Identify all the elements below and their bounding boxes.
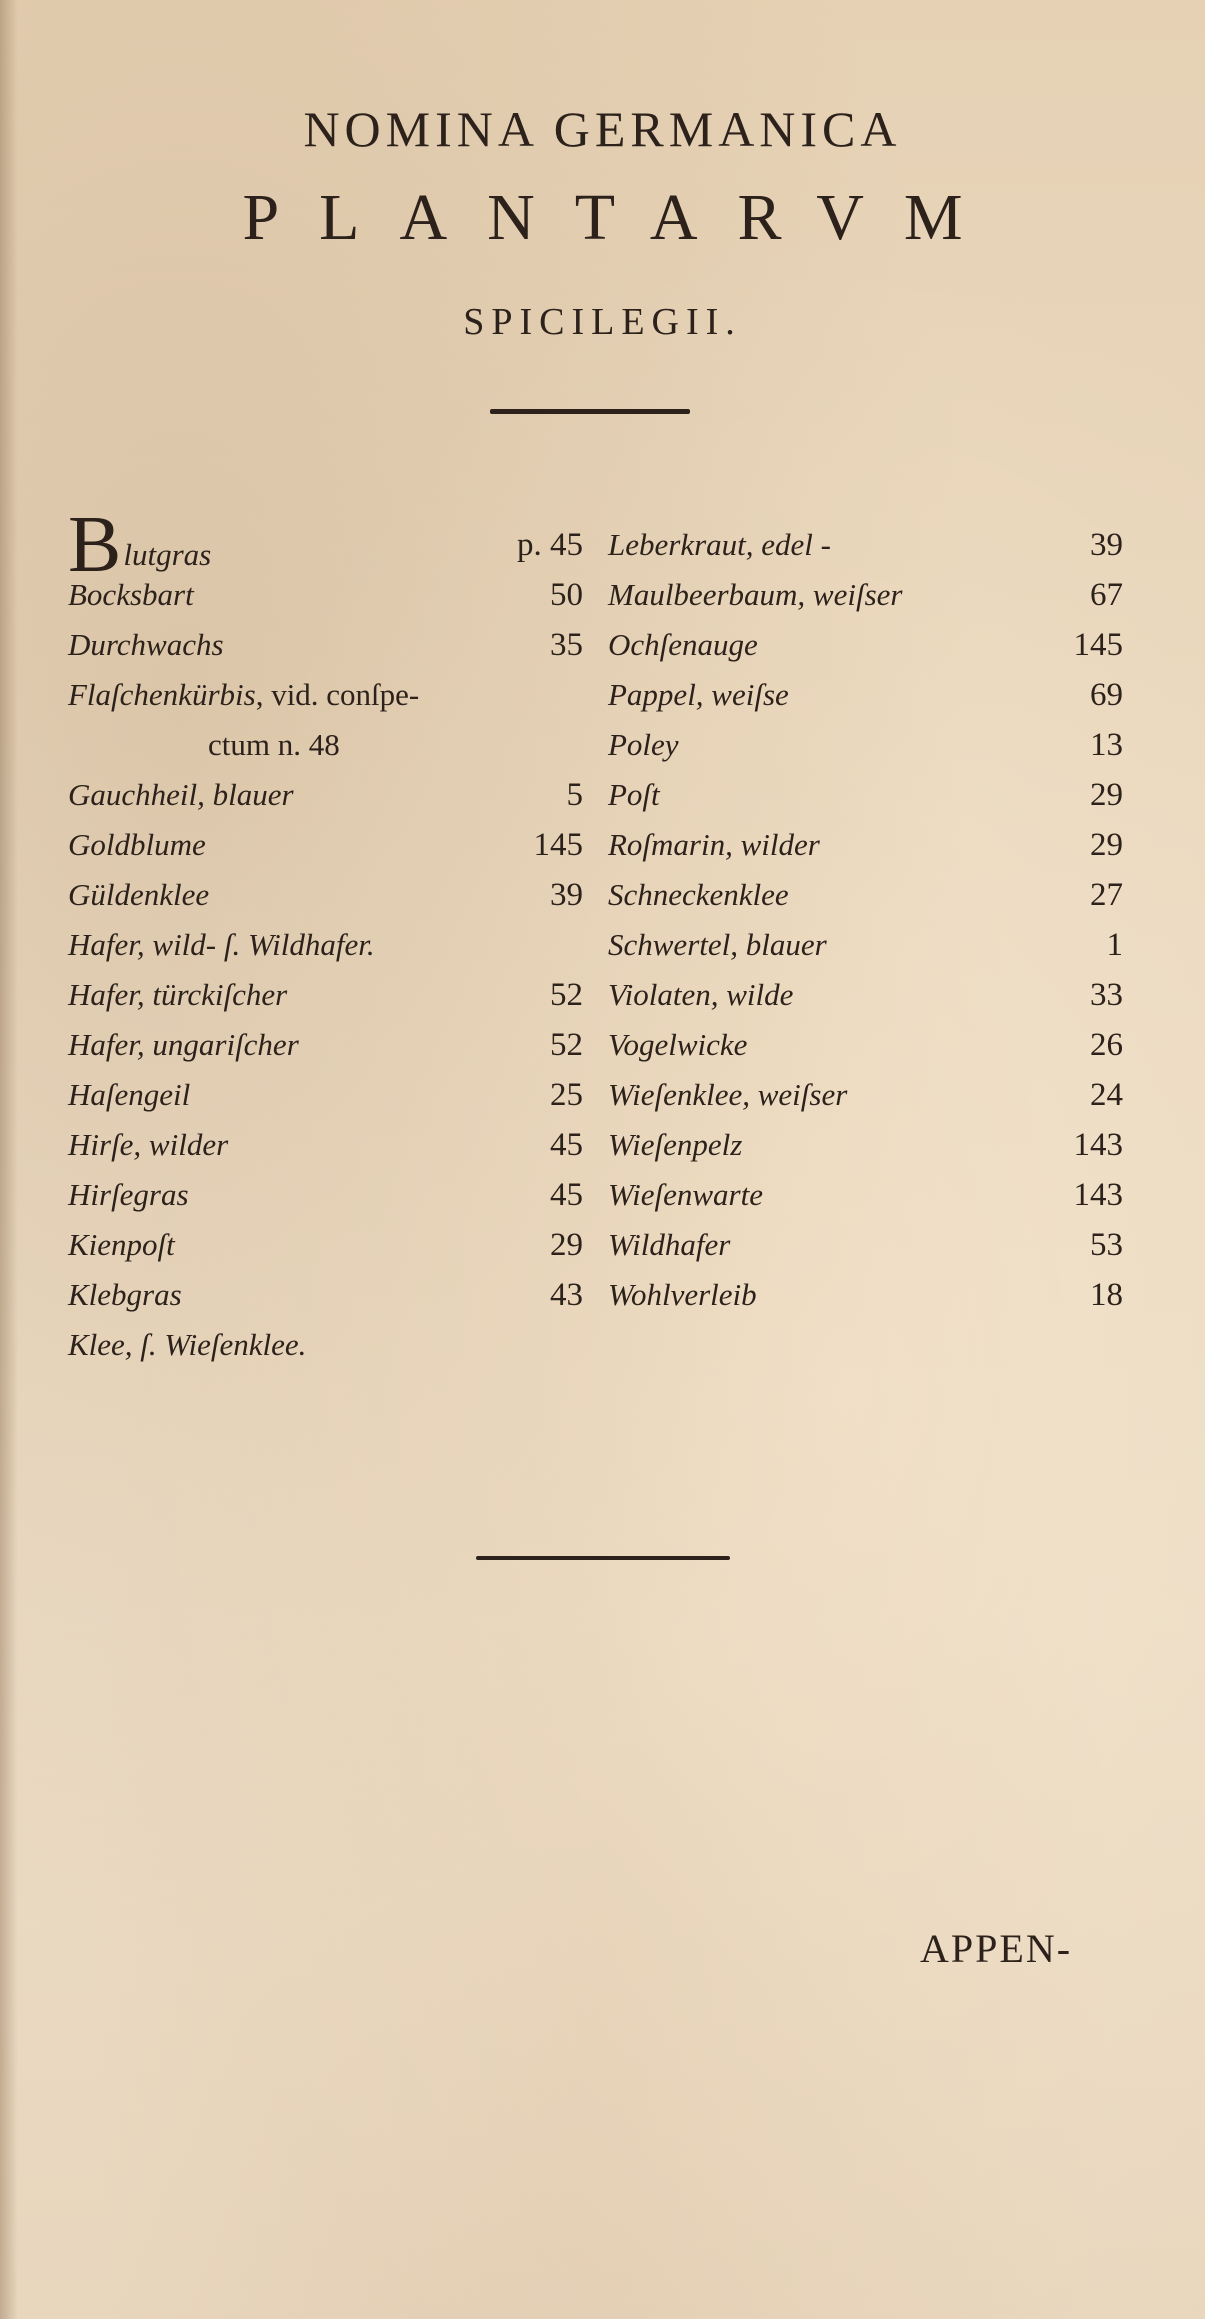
entry-page: 29 <box>1090 827 1123 863</box>
entry-name: Vogelwicke <box>608 1027 748 1062</box>
index-entry <box>608 820 1123 870</box>
entry-name: Durchwachs <box>68 627 224 662</box>
bottom-rule <box>476 1556 730 1560</box>
entry-name: Hafer, türckiſcher <box>68 977 288 1012</box>
entry-note: ſ. Wildhafer. <box>216 927 375 962</box>
entry-page: 45 <box>550 1127 583 1163</box>
entry-name: Ochſenauge <box>608 627 758 662</box>
index-entry <box>608 770 1123 820</box>
title-line-2: PLANTARVM <box>242 181 1003 254</box>
index-entry <box>68 1220 583 1270</box>
entry-page: 33 <box>1090 977 1123 1013</box>
index-entry <box>608 920 1123 970</box>
entry-name: Wieſenpelz <box>608 1127 743 1162</box>
index-entry <box>608 620 1123 670</box>
entry-name: Bocksbart <box>68 577 194 612</box>
index-entry <box>68 1270 583 1320</box>
index-entry <box>68 770 583 820</box>
index-entry <box>608 670 1123 720</box>
catchword: APPEN- <box>920 1926 1073 1971</box>
index-entry <box>608 720 1123 770</box>
entry-page: 145 <box>1073 627 1123 663</box>
entry-name: Poſt <box>608 777 660 812</box>
index-entry <box>608 1170 1123 1220</box>
entry-name: Hafer, ungariſcher <box>68 1027 299 1062</box>
entry-name: Klee, ſ. Wieſenklee. <box>68 1327 307 1362</box>
entry-name: Poley <box>608 727 679 762</box>
entry-page: 5 <box>566 777 583 813</box>
entry-name: Pappel, weiſse <box>608 677 789 712</box>
index-column-left <box>68 501 583 1370</box>
index-entry-continuation <box>68 720 583 770</box>
entry-page: 29 <box>550 1227 583 1263</box>
entry-page: 53 <box>1090 1227 1123 1263</box>
entry-name: Güldenklee <box>68 877 210 912</box>
index-entry <box>68 1070 583 1120</box>
index-entry <box>68 620 583 670</box>
entry-page: 45 <box>550 1177 583 1213</box>
entry-name: Kienpoſt <box>68 1227 175 1262</box>
top-rule <box>490 409 690 414</box>
drop-initial: B <box>68 501 122 589</box>
index-entry <box>68 920 583 970</box>
entry-page: 69 <box>1090 677 1123 713</box>
entry-name: Schneckenklee <box>608 877 789 912</box>
entry-name: Haſengeil <box>68 1077 191 1112</box>
index-entry <box>608 1220 1123 1270</box>
entry-page: 143 <box>1073 1177 1123 1213</box>
entry-name: Maulbeerbaum, weiſser <box>608 577 903 612</box>
index-entry <box>68 501 583 589</box>
entry-name: Klebgras <box>68 1277 182 1312</box>
index-entry <box>608 870 1123 920</box>
entry-continuation: ctum n. 48 <box>208 727 340 762</box>
entry-page: 145 <box>533 827 583 863</box>
index-entry <box>608 1270 1123 1320</box>
entry-name: Gauchheil, blauer <box>68 777 294 812</box>
entry-page: 13 <box>1090 727 1123 763</box>
entry-note: , vid. conſpe- <box>255 677 420 712</box>
entry-page: 35 <box>550 627 583 663</box>
entry-name: Roſmarin, wilder <box>608 827 820 862</box>
entry-name: Goldblume <box>68 827 206 862</box>
index-entry <box>608 1120 1123 1170</box>
index-entry <box>68 1170 583 1220</box>
index-column-right <box>608 520 1123 1320</box>
index-entry <box>608 1070 1123 1120</box>
entry-page: 25 <box>550 1077 583 1113</box>
index-entry <box>608 570 1123 620</box>
entry-name: Hirſegras <box>68 1177 189 1212</box>
entry-name: Violaten, wilde <box>608 977 794 1012</box>
entry-name: Leberkraut, edel - <box>608 527 831 562</box>
entry-page: 26 <box>1090 1027 1123 1063</box>
entry-name-rest: lutgras <box>123 537 212 572</box>
entry-name: Schwertel, blauer <box>608 927 827 962</box>
title-line-1: NOMINA GERMANICA <box>303 101 902 157</box>
index-entry <box>608 970 1123 1020</box>
index-entry <box>68 820 583 870</box>
entry-name: Wildhafer <box>608 1227 731 1262</box>
title-line-3: SPICILEGII. <box>463 301 742 343</box>
entry-name-text: Hafer, wild- <box>68 927 217 962</box>
entry-page: 52 <box>550 1027 583 1063</box>
entry-page: 18 <box>1090 1277 1123 1313</box>
index-entry <box>608 1020 1123 1070</box>
index-entry <box>68 1020 583 1070</box>
entry-page: 143 <box>1073 1127 1123 1163</box>
entry-page: 29 <box>1090 777 1123 813</box>
entry-name <box>68 920 375 970</box>
entry-page: 1 <box>1106 927 1123 963</box>
index-entry <box>68 970 583 1020</box>
entry-name: Wieſenklee, weiſser <box>608 1077 848 1112</box>
entry-page: 67 <box>1090 577 1123 613</box>
entry-page: p. 45 <box>517 527 583 563</box>
entry-page: 43 <box>550 1277 583 1313</box>
entry-page: 24 <box>1090 1077 1123 1113</box>
index-entry <box>608 520 1123 570</box>
entry-page: 39 <box>550 877 583 913</box>
entry-page: 52 <box>550 977 583 1013</box>
page-edge-shadow <box>0 0 18 2319</box>
entry-name <box>68 670 419 720</box>
entry-page: 39 <box>1090 527 1123 563</box>
index-entry <box>68 1320 583 1370</box>
index-entry <box>68 1120 583 1170</box>
index-entry <box>68 570 583 620</box>
entry-name: Wohlverleib <box>608 1277 757 1312</box>
entry-name-text: Flaſchenkürbis <box>68 677 256 712</box>
entry-page: 50 <box>550 577 583 613</box>
index-entry <box>68 870 583 920</box>
entry-name: Wieſenwarte <box>608 1177 763 1212</box>
entry-page: 27 <box>1090 877 1123 913</box>
index-entry <box>68 670 583 720</box>
entry-name: Hirſe, wilder <box>68 1127 229 1162</box>
